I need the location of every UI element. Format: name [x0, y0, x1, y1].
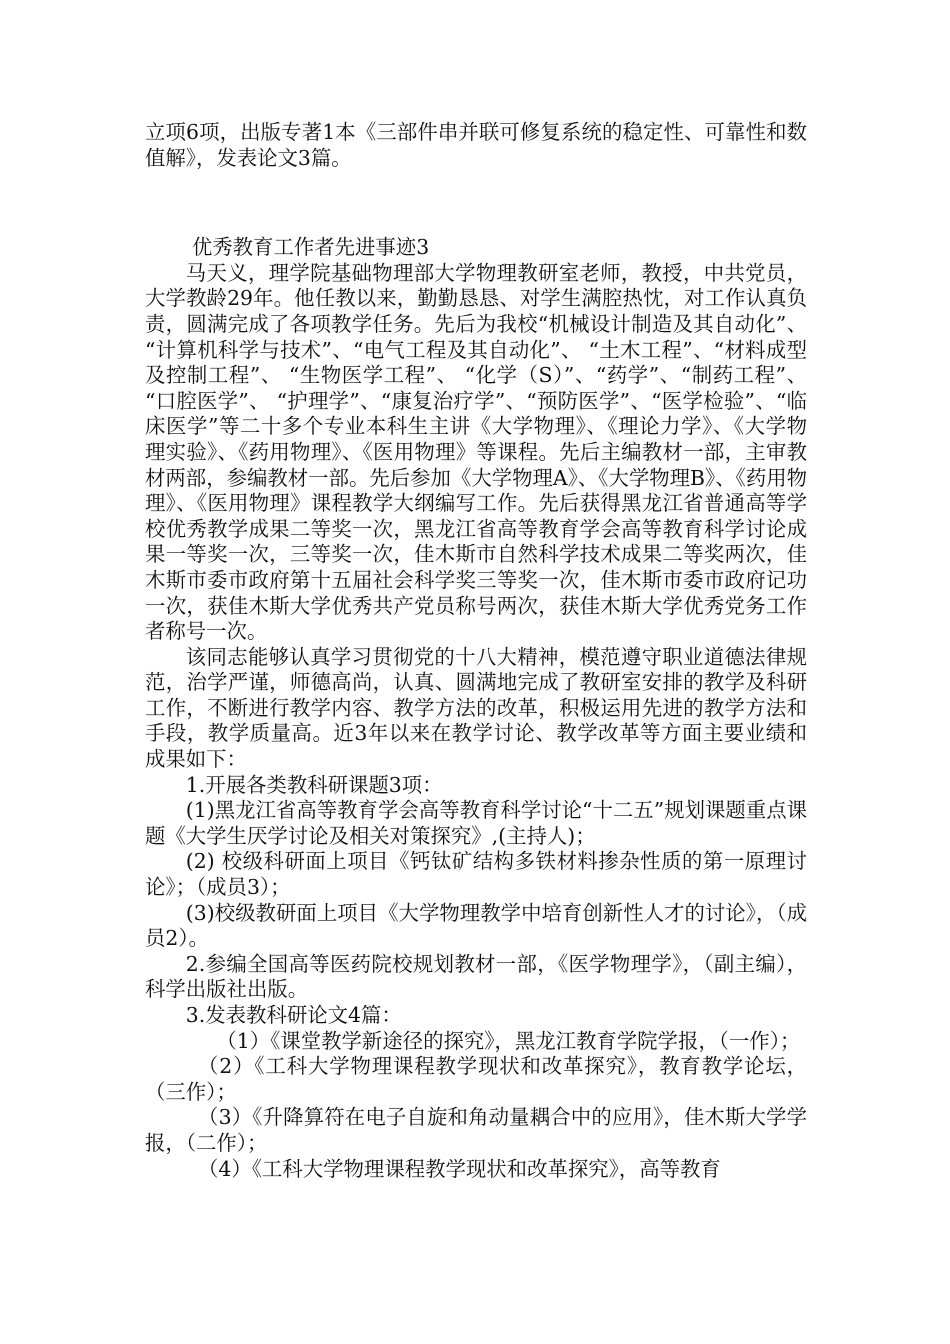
section-gap: [145, 171, 807, 235]
list-item-research-projects: 1.开展各类教科研课题3项：: [185, 772, 443, 797]
list-item-papers: 3.发表教科研论文4篇：: [185, 1003, 402, 1027]
biography-paragraph: 马天义，理学院基础物理部大学物理教研室老师，教授，中共党员，大学教龄29年。他任教以来，勤勤恳恳、对学生满腔热忱，对工作认真负责，圆满完成了各项教学任务。先后为我校“机械设计制造及其自动化”、 “计算机科学与技术”、“电气工程及其自动化”、 “土木工程”、“材料成型及控制工程”、 “生物医学工程”、 “化学（S）”、“药学”、“制药工程”、 “口腔医学”、 “护理学”、“康复治疗学”、“预防医学”、“医学检验”、“临床医学”等二十多个专业本科生主讲《大学物理》、《理论力学》、《大学物理实验》、《药用物理》、《医用物理》等课程。先后主编教材一部，主审教材两部，参编教材一部。先后参加《大学物理A》、《大学物理B》、《药用物理》、《医用物理》课程教学大纲编写工作。先后获得黑龙江省普通高等学校优秀教学成果二等奖一次，黑龙江省高等教育学会高等教育科学讨论成果一等奖一次，三等奖一次，佳木斯市自然科学技术成果二等奖两次，佳木斯市委市政府第十五届社会科学奖三等奖一次，佳木斯市委市政府记功一次，获佳木斯大学优秀共产党员称号两次，获佳木斯大学优秀党务工作者称号一次。: [145, 260, 807, 644]
list-item-project-2: (2) 校级科研面上项目《钙钛矿结构多铁材料掺杂性质的第一原理讨论》；（成员3）；: [145, 849, 807, 900]
list-item-paper-2: （2）《工科大学物理课程教学现状和改革探究》，教育教学论坛，（三作）；: [145, 1054, 807, 1104]
list-item-paper-4: （4）《工科大学物理课程教学现状和改革探究》，高等教育: [198, 1156, 721, 1181]
document-body: [145, 120, 807, 1182]
intro-paragraph: 立项6项，出版专著1本《三部件串并联可修复系统的稳定性、可靠性和数值解》，发表论文3篇。: [145, 120, 807, 170]
list-item-textbook: 2.参编全国高等医药院校规划教材一部，《医学物理学》，（副主编），科学出版社出版。: [145, 951, 807, 1002]
list-item-paper-3: （3）《升降算符在电子自旋和角动量耦合中的应用》，佳木斯大学学报，（二作）；: [145, 1105, 807, 1155]
list-item-project-3: (3)校级教研面上项目《大学物理教学中培育创新性人才的讨论》，（成员2）。: [145, 900, 807, 951]
achievement-intro-paragraph: 该同志能够认真学习贯彻党的十八大精神，模范遵守职业道德法律规范，治学严谨，师德高尚，认真、圆满地完成了教研室安排的教学及科研工作，不断进行教学内容、教学方法的改革，积极运用先进的教学方法和手段，教学质量高。近3年以来在教学讨论、教学改革等方面主要业绩和成果如下：: [145, 644, 807, 772]
section-heading: 优秀教育工作者先进事迹3: [191, 235, 430, 260]
list-item-paper-1: （1）《课堂教学新途径的探究》，黑龙江教育学院学报，（一作）；: [216, 1028, 801, 1053]
list-item-project-1: (1)黑龙江省高等教育学会高等教育科学讨论“十二五”规划课题重点课题《大学生厌学讨论及相关对策探究》,(主持人)；: [145, 798, 807, 848]
